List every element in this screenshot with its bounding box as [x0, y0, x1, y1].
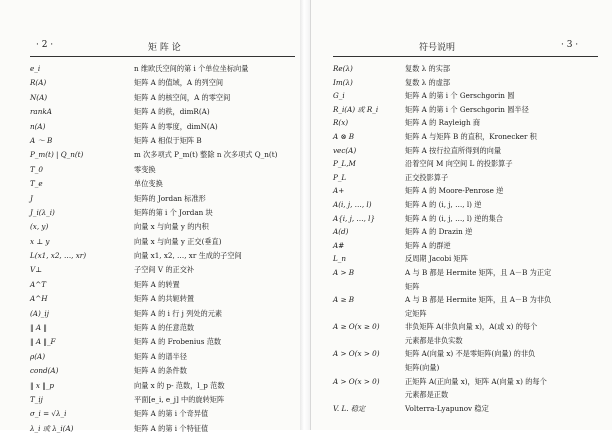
symbol-description [405, 116, 610, 130]
symbol-description [405, 198, 610, 212]
symbol-entry [333, 184, 612, 198]
symbol-entry [333, 320, 612, 347]
symbol-entry [30, 350, 298, 364]
symbol-list-left [30, 62, 298, 436]
symbol-entry [333, 198, 612, 212]
description-line: 定矩阵 [405, 308, 427, 318]
symbol-notation: ‖ x ‖_p [30, 380, 55, 390]
description-line: 矩阵 A 的 Drazin 逆 [405, 227, 473, 237]
symbol-description: 矩阵的第 i 个 Jordan 块 [134, 207, 213, 217]
symbol-notation: ‖ A ‖ [30, 323, 47, 333]
symbol-entry [333, 76, 612, 90]
page-number-right: · 3 · [561, 40, 579, 50]
symbol-description: 子空间 V 的正交补 [134, 265, 195, 275]
symbol-description: 矩阵 A 的第 i 个特征值 [134, 423, 209, 433]
symbol-notation: cond(A) [30, 366, 59, 376]
symbol-entry [333, 266, 612, 293]
symbol-description [405, 266, 610, 293]
description-line: 矩阵 A 的 Rayleigh 商 [405, 118, 481, 128]
symbol-notation: A > B [333, 267, 355, 277]
symbol-notation: A > O(x > 0) [333, 376, 380, 386]
description-line: 矩阵 A(向量 x) 不是零矩阵(向量) 的非负 [405, 349, 536, 359]
symbol-description [405, 320, 610, 347]
symbol-notation: ‖ A ‖_F [30, 337, 56, 347]
header-rule-left [30, 56, 295, 57]
description-line: A 与 B 都是 Hermite 矩阵，且 A－B 为正定 [405, 267, 552, 277]
symbol-entry [30, 407, 298, 421]
symbol-description: 矩阵 A 的零度，dimN(A) [134, 121, 218, 131]
symbol-entry [30, 163, 298, 177]
symbol-notation: e_i [30, 64, 41, 73]
symbol-description: m 次多项式 P_m(t) 整除 n 次多项式 Q_n(t) [134, 150, 278, 160]
symbol-description [405, 347, 610, 374]
symbol-entry [30, 91, 298, 105]
symbol-entry [30, 62, 298, 76]
symbol-entry [30, 422, 298, 436]
book-gutter [300, 0, 310, 430]
symbol-entry [30, 364, 298, 378]
symbol-description [405, 76, 610, 90]
description-line: 元素都是正数 [405, 390, 449, 400]
symbol-notation: A{i, j, …, l} [333, 213, 376, 223]
symbol-entry [333, 402, 612, 416]
description-line: Volterra-Lyapunov 稳定 [405, 403, 489, 413]
left-page-header [30, 40, 295, 56]
symbol-description: 向量 x 与向量 y 的内积 [134, 222, 209, 232]
symbol-description: 矩阵 A 的秩，dimR(A) [134, 107, 210, 117]
symbol-notation: G_i [333, 91, 345, 101]
symbol-entry [30, 220, 298, 234]
symbol-description: 向量 x 与向量 y 正交(垂直) [134, 236, 222, 246]
symbol-description: 矩阵 A 的核空间，A 的零空间 [134, 92, 231, 102]
symbol-entry [30, 393, 298, 407]
symbol-entry [30, 292, 298, 306]
description-line: 矩阵 A 的 (i, j, …, l) 逆 [405, 199, 482, 209]
symbol-description: 向量 x1, x2, …, xr 生成的子空间 [134, 251, 242, 261]
symbol-entry [333, 144, 612, 158]
symbol-notation: (x, y) [30, 222, 49, 232]
symbol-entry [333, 225, 612, 239]
symbol-notation: A(d) [333, 227, 349, 237]
symbol-notation: A^H [30, 294, 48, 304]
symbol-description: 矩阵 A 的 Frobenius 范数 [134, 337, 222, 347]
symbol-notation: A ≥ B [333, 295, 355, 305]
symbol-entry [333, 347, 612, 374]
symbol-entry [30, 177, 298, 191]
symbol-entry [30, 134, 298, 148]
symbol-entry [30, 321, 298, 335]
description-line: 沿着空间 M 向空间 L 的投影算子 [405, 159, 513, 169]
description-line: 矩阵 A 的第 i 个 Gerschgorin 圆 [405, 91, 515, 101]
symbol-description [405, 157, 610, 171]
symbol-description [405, 62, 610, 76]
symbol-description: 矩阵 A 的值域，A 的列空间 [134, 78, 224, 88]
symbol-entry [30, 192, 298, 206]
left-page [0, 0, 300, 433]
symbol-description: 向量 x 的 p- 范数，l_p 范数 [134, 380, 225, 390]
symbol-description [405, 375, 610, 402]
symbol-entry [333, 239, 612, 253]
symbol-entry [30, 278, 298, 292]
symbol-description [405, 402, 610, 416]
symbol-entry [333, 157, 612, 171]
symbol-entry [30, 76, 298, 90]
symbol-description [405, 225, 610, 239]
symbol-description: 零变换 [134, 164, 156, 174]
symbol-entry [30, 206, 298, 220]
symbol-entry [30, 379, 298, 393]
symbol-notation: V. L. 稳定 [333, 403, 366, 413]
symbol-notation: T_ij [30, 394, 43, 404]
header-rule-right [333, 56, 598, 57]
page-number-left: · 2 · [36, 40, 54, 50]
right-page-header [333, 40, 598, 56]
description-line: 矩阵 [405, 281, 420, 291]
symbol-description [405, 103, 610, 117]
description-line: 矩阵 A 按行拉直所得到的向量 [405, 145, 502, 155]
symbol-entry [333, 103, 612, 117]
symbol-notation: vec(A) [333, 145, 357, 155]
symbol-description [405, 239, 610, 253]
description-line: 非负矩阵 A(非负向量 x)，A(或 x) 的每个 [405, 322, 538, 332]
symbol-description: 矩阵的 Jordan 标准形 [134, 193, 206, 203]
symbol-entry [30, 148, 298, 162]
description-line: 矩阵 A 的 (i, j, …, l) 逆的集合 [405, 213, 503, 223]
symbol-description: 矩阵 A 的转置 [134, 279, 180, 289]
symbol-notation: V⊥ [30, 265, 42, 275]
symbol-notation: Re(λ) [333, 64, 353, 73]
symbol-notation: R_i(A) 或 R_i [333, 104, 379, 114]
description-line: 矩阵 A 的第 i 个 Gerschgorin 圆半径 [405, 104, 529, 114]
symbol-notation: R(x) [333, 118, 349, 128]
symbol-entry [333, 171, 612, 185]
symbol-description: 矩阵 A 的 i 行 j 列处的元素 [134, 308, 223, 318]
symbol-description: 矩阵 A 的共轭转置 [134, 294, 195, 304]
symbol-description [405, 171, 610, 185]
description-line: 矩阵 A 的群逆 [405, 240, 451, 250]
symbol-description: 矩阵 A 的条件数 [134, 366, 187, 376]
symbol-entry [30, 235, 298, 249]
symbol-notation: A+ [333, 186, 345, 196]
symbol-entry [30, 120, 298, 134]
symbol-notation: P_L [333, 172, 347, 182]
description-line: 元素都是非负实数 [405, 335, 463, 345]
symbol-notation: A^T [30, 279, 47, 289]
symbol-description: n 维欧氏空间的第 i 个单位坐标向量 [134, 64, 249, 73]
symbol-notation: T_0 [30, 164, 43, 174]
symbol-notation: P_m(t) | Q_n(t) [30, 150, 84, 160]
symbol-notation: (A)_ij [30, 308, 49, 318]
symbol-entry [333, 293, 612, 320]
symbol-list-right [333, 62, 612, 415]
symbol-entry [333, 252, 612, 266]
symbol-entry [333, 116, 612, 130]
symbol-notation: A > O(x > 0) [333, 349, 380, 359]
symbol-description [405, 184, 610, 198]
symbol-notation: A ≥ O(x ≥ 0) [333, 322, 380, 332]
symbol-notation: x ⊥ y [30, 236, 50, 246]
symbol-entry [30, 249, 298, 263]
description-line: 正矩阵 A(正向量 x)，矩阵 A(向量 x) 的每个 [405, 376, 547, 386]
description-line: 反周期 Jacobi 矩阵 [405, 254, 468, 264]
right-page [310, 0, 612, 430]
symbol-notation: L(x1, x2, …, xr) [30, 251, 87, 261]
symbol-description [405, 212, 610, 226]
symbol-notation: σ_i = √λ_i [30, 409, 67, 419]
symbol-notation: T_e [30, 179, 43, 189]
symbol-notation: A ⊗ B [333, 131, 355, 141]
symbol-description: 矩阵 A 的第 i 个奇异值 [134, 409, 209, 419]
symbol-entry [30, 307, 298, 321]
symbol-notation: λ_i 或 λ_i(A) [30, 423, 74, 433]
symbol-description: 矩阵 A 的任意范数 [134, 323, 195, 333]
running-title-left: 矩 阵 论 [148, 43, 181, 53]
symbol-description: 矩阵 A 相似于矩阵 B [134, 135, 202, 145]
symbol-entry [333, 62, 612, 76]
symbol-notation: A(i, j, …, l) [333, 199, 372, 209]
description-line: 矩阵 A 与矩阵 B 的直积，Kronecker 积 [405, 131, 537, 141]
symbol-notation: A ～ B [30, 135, 53, 145]
description-line: 复数 λ 的虚部 [405, 77, 451, 87]
symbol-entry [333, 212, 612, 226]
symbol-notation: Im(λ) [333, 77, 353, 87]
description-line: 矩阵 A 的 Moore-Penrose 逆 [405, 186, 504, 196]
symbol-entry [30, 105, 298, 119]
symbol-description [405, 293, 610, 320]
symbol-notation: L_n [333, 254, 346, 264]
symbol-description [405, 130, 610, 144]
symbol-description: 平面[e_i, e_j] 中的旋转矩阵 [134, 394, 225, 404]
symbol-notation: N(A) [30, 92, 48, 102]
symbol-entry [30, 263, 298, 277]
symbol-description [405, 144, 610, 158]
symbol-notation: n(A) [30, 121, 46, 131]
symbol-notation: P_L,M [333, 159, 356, 169]
description-line: A 与 B 都是 Hermite 矩阵，且 A－B 为非负 [405, 295, 552, 305]
symbol-notation: J_i(λ_i) [30, 207, 55, 217]
symbol-description [405, 252, 610, 266]
symbol-entry [333, 130, 612, 144]
description-line: 矩阵(向量) [405, 363, 440, 373]
symbol-entry [333, 375, 612, 402]
symbol-notation: J [30, 193, 33, 203]
symbol-notation: R(A) [30, 78, 47, 88]
symbol-description [405, 89, 610, 103]
description-line: 正交投影算子 [405, 172, 449, 182]
symbol-notation: ρ(A) [30, 351, 46, 361]
symbol-entry [30, 335, 298, 349]
running-title-right: 符号说明 [419, 43, 456, 53]
symbol-notation: rankA [30, 107, 52, 117]
symbol-notation: A# [333, 240, 345, 250]
symbol-description: 单位变换 [134, 179, 163, 189]
symbol-description: 矩阵 A 的谱半径 [134, 351, 187, 361]
symbol-entry [333, 89, 612, 103]
description-line: 复数 λ 的实部 [405, 64, 451, 73]
